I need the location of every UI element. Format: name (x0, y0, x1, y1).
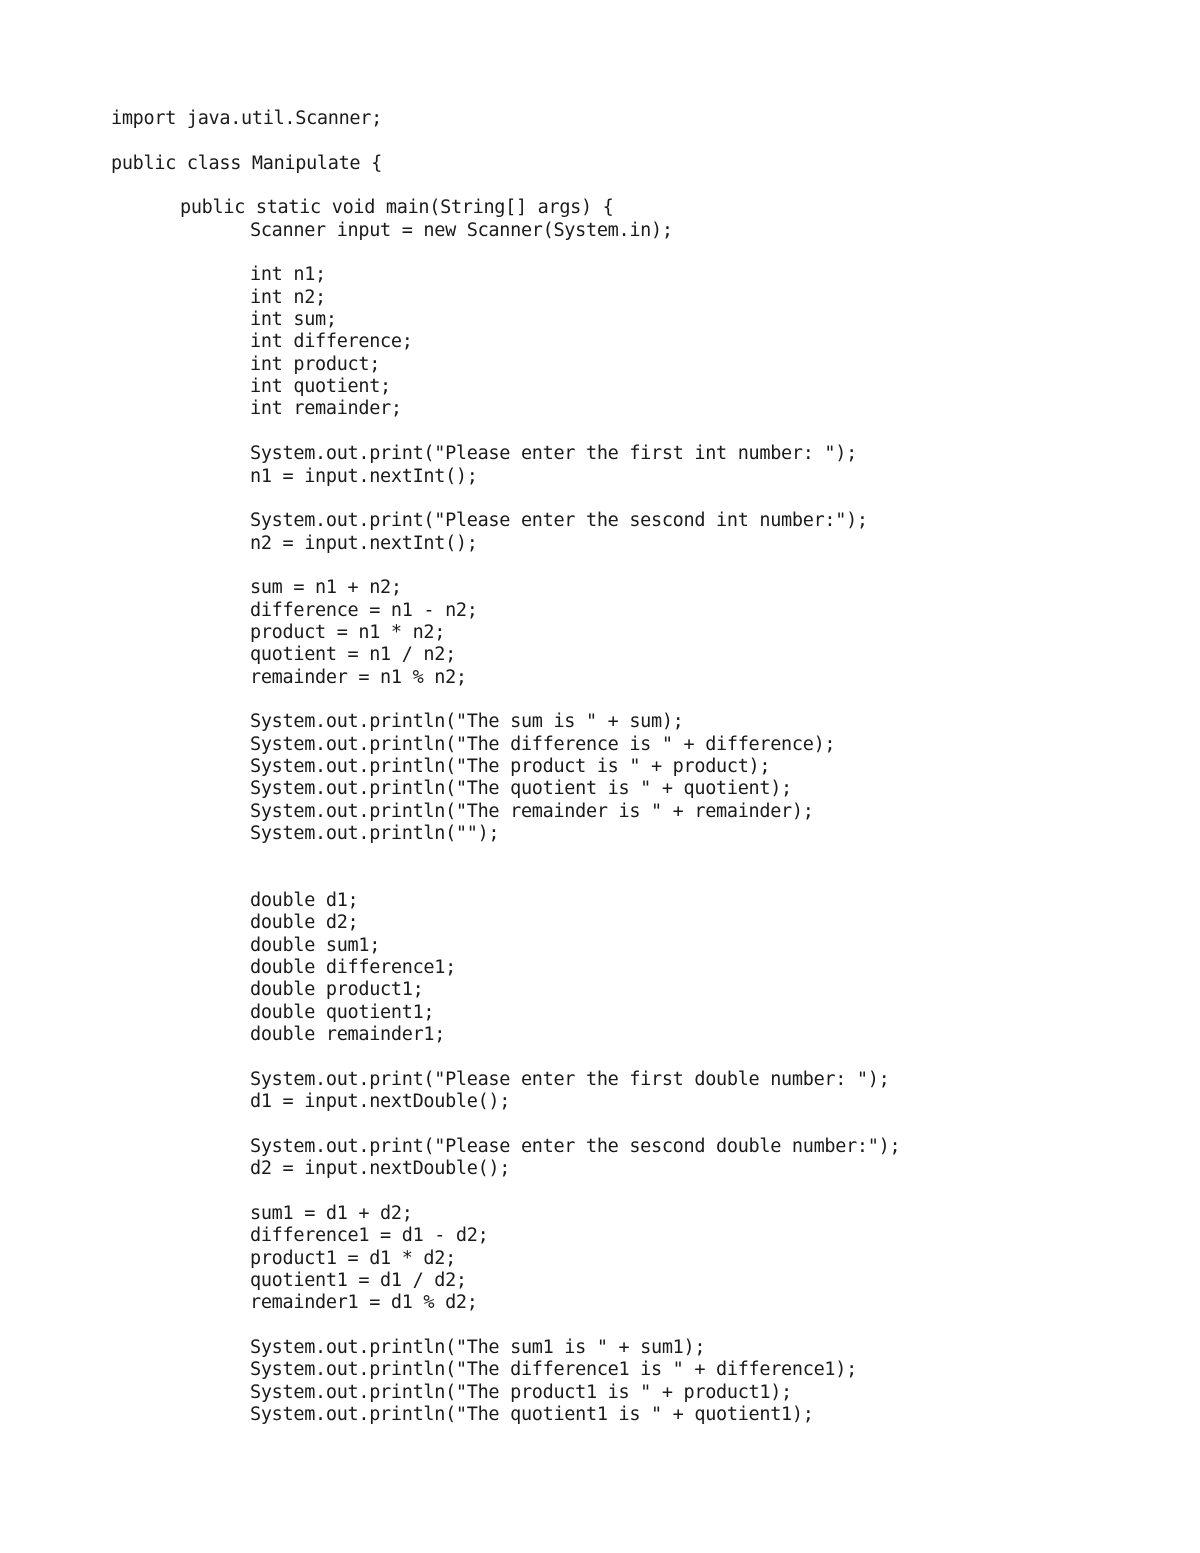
code-line: double product1; (250, 979, 424, 1001)
blank-line (111, 1113, 900, 1135)
code-line: sum = n1 + n2; (250, 577, 402, 599)
code-line: int n2; (250, 286, 326, 308)
blank-line (111, 488, 900, 510)
code-line: System.out.println("The difference is " + difference); (250, 733, 836, 755)
code-line: System.out.println("The product1 is " + product1); (250, 1381, 792, 1403)
blank-line (111, 555, 900, 577)
code-line: product1 = d1 * d2; (250, 1247, 456, 1269)
code-line: quotient1 = d1 / d2; (250, 1269, 467, 1291)
code-line: import java.util.Scanner; (111, 108, 382, 129)
blank-line (111, 1315, 900, 1337)
blank-line (111, 175, 900, 197)
code-line: quotient = n1 / n2; (250, 644, 456, 666)
code-line: int difference; (250, 331, 413, 353)
code-line: public class Manipulate { (111, 152, 382, 174)
code-line: int quotient; (250, 376, 391, 398)
code-line: public static void main(String[] args) { (180, 197, 614, 219)
code-line: double d2; (250, 912, 359, 934)
code-line: System.out.print("Please enter the sescond double number:"); (250, 1135, 901, 1157)
code-line: System.out.println("The quotient1 is " + quotient1); (250, 1403, 814, 1425)
code-line: remainder1 = d1 % d2; (250, 1292, 478, 1314)
code-line: product = n1 * n2; (250, 621, 446, 643)
blank-line (111, 868, 900, 890)
code-line: int product; (250, 353, 381, 375)
code-line: System.out.println("The product is " + product); (250, 755, 771, 777)
blank-line (111, 1181, 900, 1203)
blank-line (111, 421, 900, 443)
code-line: int remainder; (250, 398, 402, 420)
code-line: remainder = n1 % n2; (250, 666, 467, 688)
code-line: System.out.println("The remainder is " + remainder); (250, 800, 814, 822)
code-line: System.out.print("Please enter the first int number: "); (250, 443, 857, 465)
code-line: System.out.print("Please enter the sescond int number:"); (250, 510, 868, 532)
blank-line (111, 1046, 900, 1068)
code-line: d1 = input.nextDouble(); (250, 1091, 511, 1113)
code-line: Scanner input = new Scanner(System.in); (250, 219, 673, 241)
blank-line (111, 130, 900, 152)
code-line: System.out.println("The quotient is " + quotient); (250, 778, 792, 800)
code-line: double d1; (250, 890, 359, 912)
code-line: int sum; (250, 309, 337, 331)
code-line: difference = n1 - n2; (250, 599, 478, 621)
code-line: System.out.print("Please enter the first double number: "); (250, 1068, 890, 1090)
code-line: System.out.println("The sum is " + sum); (250, 711, 684, 733)
code-line: System.out.println(""); (250, 823, 500, 844)
code-listing (111, 108, 900, 1426)
code-line: difference1 = d1 - d2; (250, 1225, 489, 1247)
code-line: d2 = input.nextDouble(); (250, 1158, 511, 1180)
code-line: n2 = input.nextInt(); (250, 532, 478, 554)
code-line: int n1; (250, 264, 326, 286)
blank-line (111, 845, 900, 867)
blank-line (111, 689, 900, 711)
code-line: double remainder1; (250, 1024, 446, 1046)
code-line: System.out.println("The difference1 is " + difference1); (250, 1359, 857, 1381)
code-line: n1 = input.nextInt(); (250, 465, 478, 487)
code-line: double sum1; (250, 934, 381, 956)
blank-line (111, 242, 900, 264)
code-line: System.out.println("The sum1 is " + sum1); (250, 1336, 706, 1358)
code-line: double difference1; (250, 957, 456, 979)
code-line: double quotient1; (250, 1001, 435, 1023)
code-line: sum1 = d1 + d2; (250, 1202, 413, 1224)
